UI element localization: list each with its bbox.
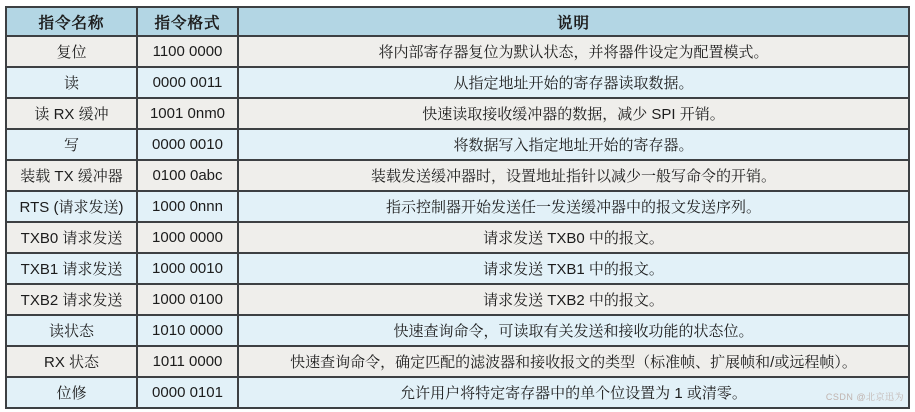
cell-description: 请求发送 TXB0 中的报文。 [238, 222, 909, 253]
cell-instruction-format: 1000 0100 [137, 284, 238, 315]
cell-instruction-format: 0000 0101 [137, 377, 238, 408]
cell-instruction-name: RTS (请求发送) [6, 191, 137, 222]
cell-instruction-name: TXB1 请求发送 [6, 253, 137, 284]
table-row [6, 98, 909, 129]
cell-description: 快速读取接收缓冲器的数据，减少 SPI 开销。 [238, 98, 909, 129]
cell-instruction-format: 0000 0010 [137, 129, 238, 160]
cell-description: 请求发送 TXB2 中的报文。 [238, 284, 909, 315]
table-row [6, 253, 909, 284]
cell-instruction-format: 1011 0000 [137, 346, 238, 377]
header-row [6, 7, 909, 36]
table-body [6, 36, 909, 408]
cell-instruction-format: 1001 0nm0 [137, 98, 238, 129]
cell-instruction-format: 0100 0abc [137, 160, 238, 191]
cell-instruction-name: 写 [6, 129, 137, 160]
cell-instruction-name: TXB2 请求发送 [6, 284, 137, 315]
table-row [6, 284, 909, 315]
cell-instruction-format: 1000 0000 [137, 222, 238, 253]
cell-instruction-name: 装载 TX 缓冲器 [6, 160, 137, 191]
cell-instruction-name: 读 RX 缓冲 [6, 98, 137, 129]
cell-instruction-format: 1000 0nnn [137, 191, 238, 222]
table-header [6, 7, 909, 36]
cell-description: 允许用户将特定寄存器中的单个位设置为 1 或清零。 [238, 377, 909, 408]
cell-description: 请求发送 TXB1 中的报文。 [238, 253, 909, 284]
table-row [6, 346, 909, 377]
cell-instruction-format: 1000 0010 [137, 253, 238, 284]
instruction-table [5, 6, 910, 409]
cell-description: 装载发送缓冲器时，设置地址指针以减少一般写命令的开销。 [238, 160, 909, 191]
cell-description: 从指定地址开始的寄存器读取数据。 [238, 67, 909, 98]
table-row [6, 222, 909, 253]
table-row [6, 377, 909, 408]
cell-instruction-name: 位修 [6, 377, 137, 408]
column-header-description: 说明 [238, 7, 909, 36]
cell-description: 快速查询命令，可读取有关发送和接收功能的状态位。 [238, 315, 909, 346]
table-row [6, 191, 909, 222]
table-row [6, 67, 909, 98]
table-row [6, 129, 909, 160]
table-row [6, 315, 909, 346]
column-header-instruction-name: 指令名称 [6, 7, 137, 36]
cell-instruction-name: 读 [6, 67, 137, 98]
cell-instruction-name: RX 状态 [6, 346, 137, 377]
cell-instruction-format: 1100 0000 [137, 36, 238, 67]
cell-description: 指示控制器开始发送任一发送缓冲器中的报文发送序列。 [238, 191, 909, 222]
cell-description: 将内部寄存器复位为默认状态，并将器件设定为配置模式。 [238, 36, 909, 67]
cell-description: 将数据写入指定地址开始的寄存器。 [238, 129, 909, 160]
cell-instruction-name: 读状态 [6, 315, 137, 346]
cell-instruction-name: TXB0 请求发送 [6, 222, 137, 253]
cell-instruction-name: 复位 [6, 36, 137, 67]
watermark: CSDN @北京迅为 [825, 392, 904, 402]
table-row [6, 36, 909, 67]
cell-instruction-format: 1010 0000 [137, 315, 238, 346]
cell-instruction-format: 0000 0011 [137, 67, 238, 98]
column-header-instruction-format: 指令格式 [137, 7, 238, 36]
cell-description: 快速查询命令，确定匹配的滤波器和接收报文的类型（标准帧、扩展帧和/或远程帧）。 [238, 346, 909, 377]
table-row [6, 160, 909, 191]
